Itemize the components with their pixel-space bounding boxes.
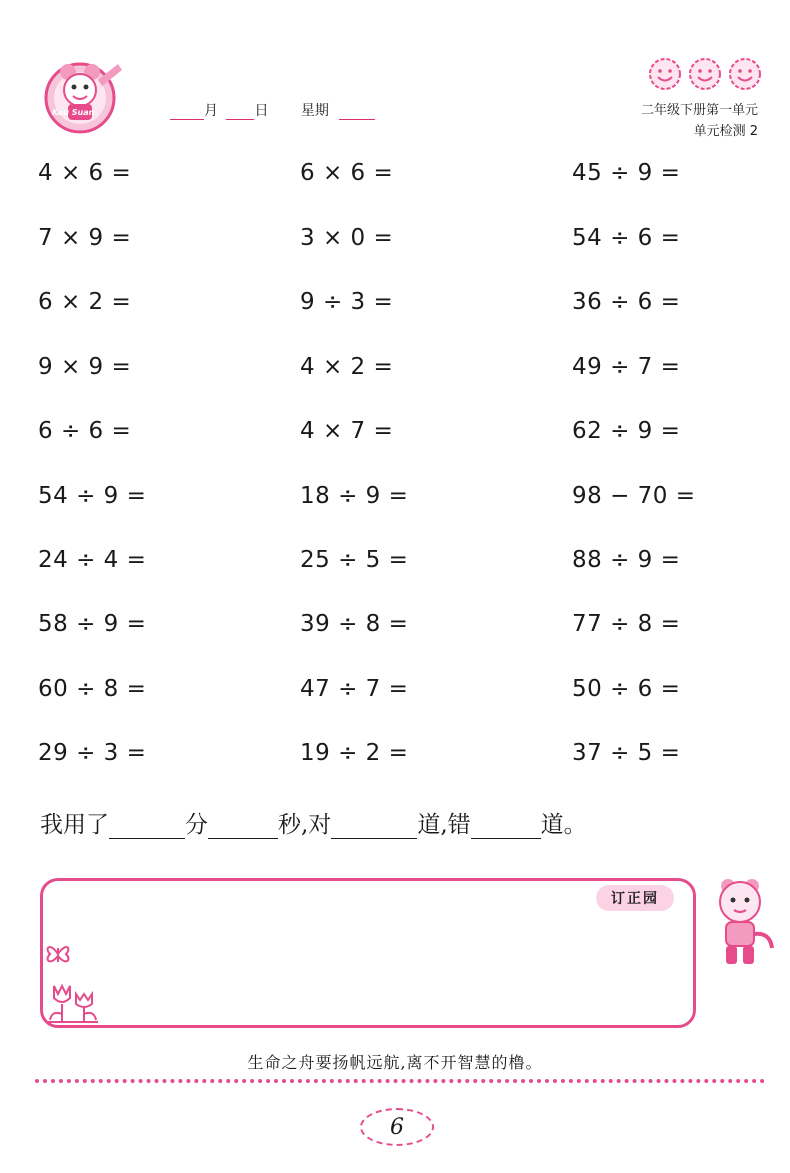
problem-item: 60 ÷ 8 = bbox=[38, 676, 147, 702]
problem-item: 7 × 9 = bbox=[38, 225, 132, 251]
unit-info bbox=[641, 100, 758, 142]
problem-item: 19 ÷ 2 = bbox=[300, 740, 409, 766]
problem-item: 77 ÷ 8 = bbox=[572, 611, 681, 637]
correct-count-blank[interactable] bbox=[331, 814, 417, 839]
problem-item: 50 ÷ 6 = bbox=[572, 676, 681, 702]
problem-item: 6 ÷ 6 = bbox=[38, 418, 132, 444]
summary-text: 道。 bbox=[540, 812, 587, 838]
dotted-divider bbox=[35, 1079, 765, 1083]
problem-item: 4 × 2 = bbox=[300, 354, 394, 380]
problem-item: 47 ÷ 7 = bbox=[300, 676, 409, 702]
minutes-blank[interactable] bbox=[109, 814, 185, 839]
problem-item: 9 ÷ 3 = bbox=[300, 289, 394, 315]
problem-item: 45 ÷ 9 = bbox=[572, 160, 681, 186]
problem-item: 54 ÷ 6 = bbox=[572, 225, 681, 251]
problem-item: 98 − 70 = bbox=[572, 483, 696, 509]
test-name: 单元检测 2 bbox=[693, 124, 758, 139]
problem-item: 25 ÷ 5 = bbox=[300, 547, 409, 573]
day-label: 日 bbox=[254, 103, 269, 119]
month-label: 月 bbox=[204, 103, 218, 119]
problem-item: 88 ÷ 9 = bbox=[572, 547, 681, 573]
grade-unit: 二年级下册第一单元 bbox=[640, 103, 758, 118]
problem-item: 9 × 9 = bbox=[38, 354, 132, 380]
problem-item: 4 × 7 = bbox=[300, 418, 394, 444]
page-number: 6 bbox=[360, 1108, 434, 1146]
day-blank bbox=[226, 105, 254, 120]
problem-item: 36 ÷ 6 = bbox=[572, 289, 681, 315]
problem-item: 58 ÷ 9 = bbox=[38, 611, 147, 637]
problem-item: 39 ÷ 8 = bbox=[300, 611, 409, 637]
problem-item: 54 ÷ 9 = bbox=[38, 483, 147, 509]
problem-item: 37 ÷ 5 = bbox=[572, 740, 681, 766]
problem-item: 62 ÷ 9 = bbox=[572, 418, 681, 444]
summary-text: 道,错 bbox=[417, 812, 471, 838]
smiley-icon bbox=[728, 57, 762, 95]
mascot-logo bbox=[38, 46, 138, 136]
weekday-blank bbox=[339, 105, 375, 120]
time-score-summary bbox=[40, 806, 587, 839]
tulip-icon bbox=[44, 982, 100, 1028]
mascot-tiger-icon bbox=[700, 874, 780, 974]
summary-text: 秒,对 bbox=[278, 812, 332, 838]
motto: 生命之舟要扬帆远航,离不开智慧的橹。 bbox=[247, 1053, 543, 1072]
problem-item: 24 ÷ 4 = bbox=[38, 547, 147, 573]
problem-item: 18 ÷ 9 = bbox=[300, 483, 409, 509]
seconds-blank[interactable] bbox=[208, 814, 278, 839]
problem-item: 3 × 0 = bbox=[300, 225, 394, 251]
problem-item: 29 ÷ 3 = bbox=[38, 740, 147, 766]
smiley-icon bbox=[688, 57, 722, 95]
problem-item: 6 × 6 = bbox=[300, 160, 394, 186]
wrong-count-blank[interactable] bbox=[471, 814, 541, 839]
smiley-rating bbox=[648, 57, 762, 95]
correction-badge: 订正园 bbox=[596, 885, 674, 911]
problem-item: 4 × 6 = bbox=[38, 160, 132, 186]
smiley-icon bbox=[648, 57, 682, 95]
summary-text: 分 bbox=[185, 812, 208, 838]
weekday-label: 星期 bbox=[300, 103, 329, 119]
butterfly-icon bbox=[44, 940, 72, 972]
month-blank bbox=[170, 105, 204, 120]
problem-item: 49 ÷ 7 = bbox=[572, 354, 681, 380]
date-line bbox=[170, 100, 375, 120]
problem-item: 6 × 2 = bbox=[38, 289, 132, 315]
logo-text: Kou Suan bbox=[52, 108, 95, 117]
summary-text: 我用了 bbox=[40, 812, 109, 838]
